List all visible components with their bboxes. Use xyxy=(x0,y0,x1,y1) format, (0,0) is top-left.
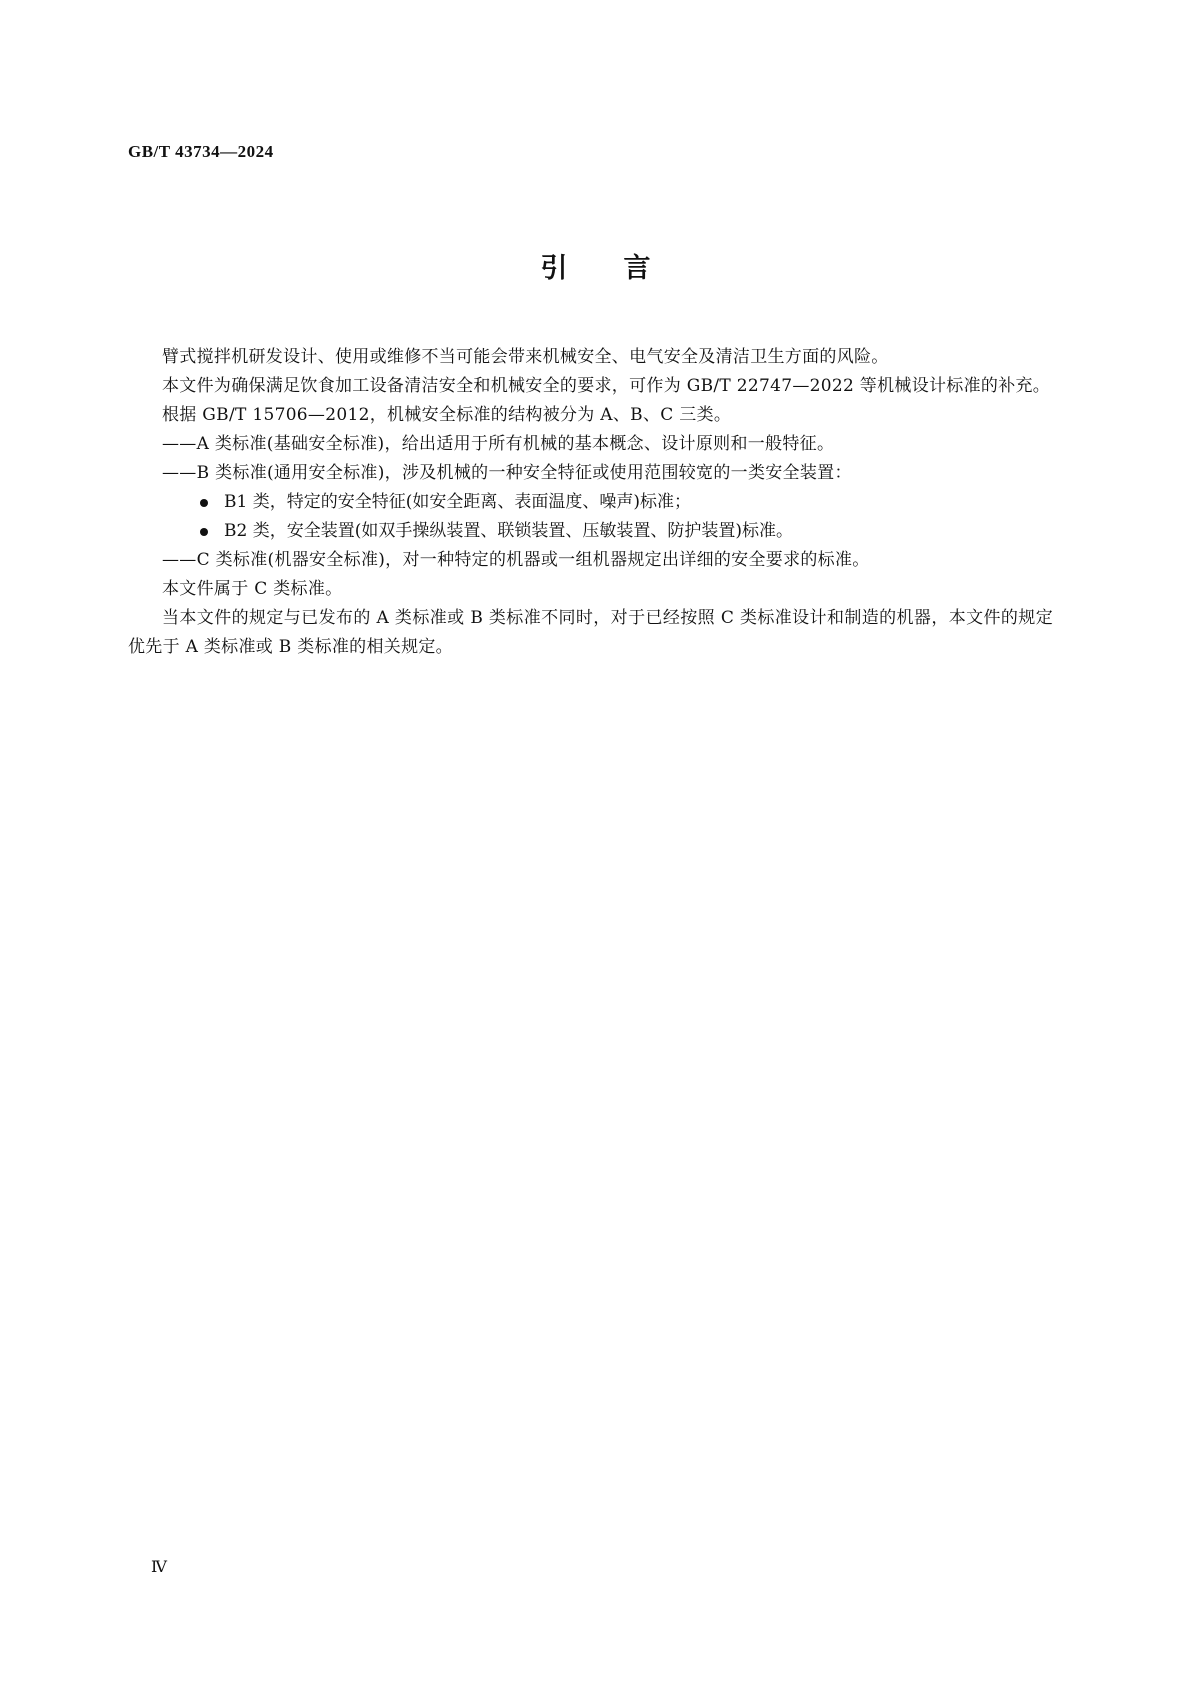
introduction-body xyxy=(128,343,1053,662)
paragraph-risk: 臂式搅拌机研发设计、使用或维修不当可能会带来机械安全、电气安全及清洁卫生方面的风险。 xyxy=(162,347,889,367)
list-item-b1 xyxy=(128,488,1053,517)
paragraph-classification: 根据 GB/T 15706—2012，机械安全标准的结构被分为 A、B、C 三类。 xyxy=(162,405,732,425)
list-item-text: B2 类，安全装置(如双手操纵装置、联锁装置、压敏装置、防护装置)标准。 xyxy=(224,521,793,541)
page-number: Ⅳ xyxy=(151,1559,167,1576)
paragraph-class-c: ——C 类标准(机器安全标准)，对一种特定的机器或一组机器规定出详细的安全要求的标准。 xyxy=(162,550,870,570)
bullet-icon xyxy=(200,499,208,507)
bullet-icon xyxy=(200,528,208,536)
section-title: 引言 xyxy=(540,253,707,284)
paragraph-this-document-class: 本文件属于 C 类标准。 xyxy=(162,579,343,599)
list-item-b2 xyxy=(128,517,1053,546)
paragraph-class-b: ——B 类标准(通用安全标准)，涉及机械的一种安全特征或使用范围较宽的一类安全装置： xyxy=(162,463,852,483)
paragraph-class-a: ——A 类标准(基础安全标准)，给出适用于所有机械的基本概念、设计原则和一般特征。 xyxy=(162,434,835,454)
paragraph-precedence: 当本文件的规定与已发布的 A 类标准或 B 类标准不同时，对于已经按照 C 类标准设计和制造的机器，本文件的规定优先于 A 类标准或 B 类标准的相关规定。 xyxy=(128,608,1053,657)
list-item-text: B1 类，特定的安全特征(如安全距离、表面温度、噪声)标准； xyxy=(224,492,691,512)
paragraph-supplement: 本文件为确保满足饮食加工设备清洁安全和机械安全的要求，可作为 GB/T 22747—2022 等机械设计标准的补充。 xyxy=(162,376,1051,396)
document-code: GB/T 43734—2024 xyxy=(128,142,274,161)
